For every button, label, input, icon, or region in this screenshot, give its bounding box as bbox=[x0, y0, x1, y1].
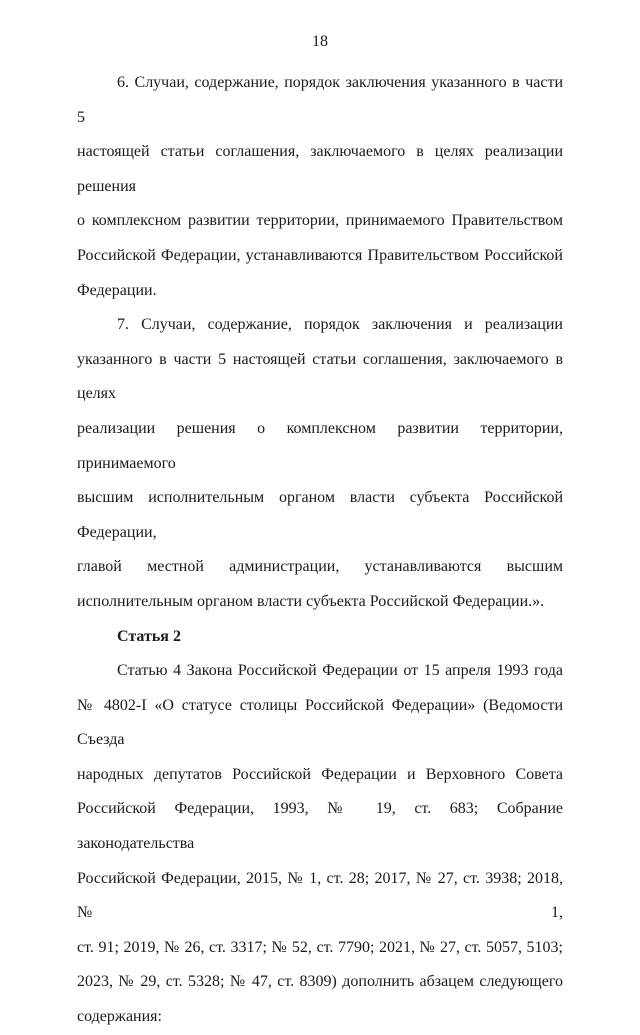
paragraph-line: Российской Федерации, 1993, № 19, ст. 683; Собрание законодательства bbox=[77, 800, 563, 853]
paragraph-line: № 4802-I «О статусе столицы Российской Федерации» (Ведомости Съезда bbox=[77, 696, 563, 749]
paragraph-line: Федерации. bbox=[77, 281, 157, 299]
paragraph-line: главой местной администрации, устанавливаются высшим bbox=[77, 558, 563, 576]
paragraph-line: содержания: bbox=[77, 1008, 162, 1026]
paragraph-line: народных депутатов Российской Федерации и Верховного Совета bbox=[77, 765, 563, 783]
paragraph-line: Российской Федерации, устанавливаются Правительством Российской bbox=[77, 246, 563, 264]
paragraph-line: 7. Случаи, содержание, порядок заключения и реализации bbox=[117, 316, 563, 334]
paragraph-7 bbox=[77, 308, 563, 619]
paragraph-line: настоящей статьи соглашения, заключаемого в целях реализации решения bbox=[77, 143, 563, 195]
paragraph-line: о комплексном развитии территории, принимаемого Правительством bbox=[77, 212, 563, 230]
paragraph-line: Статью 4 Закона Российской Федерации от 15 апреля 1993 года bbox=[117, 662, 563, 680]
paragraph-line: высшим исполнительным органом власти субъекта Российской Федерации, bbox=[77, 489, 563, 541]
paragraph-line: 2023, № 29, ст. 5328; № 47, ст. 8309) дополнить абзацем следующего bbox=[77, 973, 563, 991]
article-heading: Статья 2 bbox=[117, 627, 181, 645]
paragraph-article-2 bbox=[77, 654, 563, 1035]
paragraph-line: реализации решения о комплексном развитии территории, принимаемого bbox=[77, 419, 563, 472]
page-number: 18 bbox=[312, 33, 328, 50]
paragraph-line: ст. 91; 2019, № 26, ст. 3317; № 52, ст. 7790; 2021, № 27, ст. 5057, 5103; bbox=[77, 938, 563, 956]
document-body bbox=[77, 66, 563, 1035]
paragraph-line: Российской Федерации, 2015, № 1, ст. 28; 2017, № 27, ст. 3938; 2018, № 1, bbox=[77, 869, 563, 922]
paragraph-line: исполнительным органом власти субъекта Российской Федерации.». bbox=[77, 592, 545, 610]
paragraph-line: указанного в части 5 настоящей статьи соглашения, заключаемого в целях bbox=[77, 350, 563, 403]
paragraph-line: 6. Случаи, содержание, порядок заключения указанного в части 5 bbox=[77, 74, 563, 126]
paragraph-6 bbox=[77, 66, 563, 308]
